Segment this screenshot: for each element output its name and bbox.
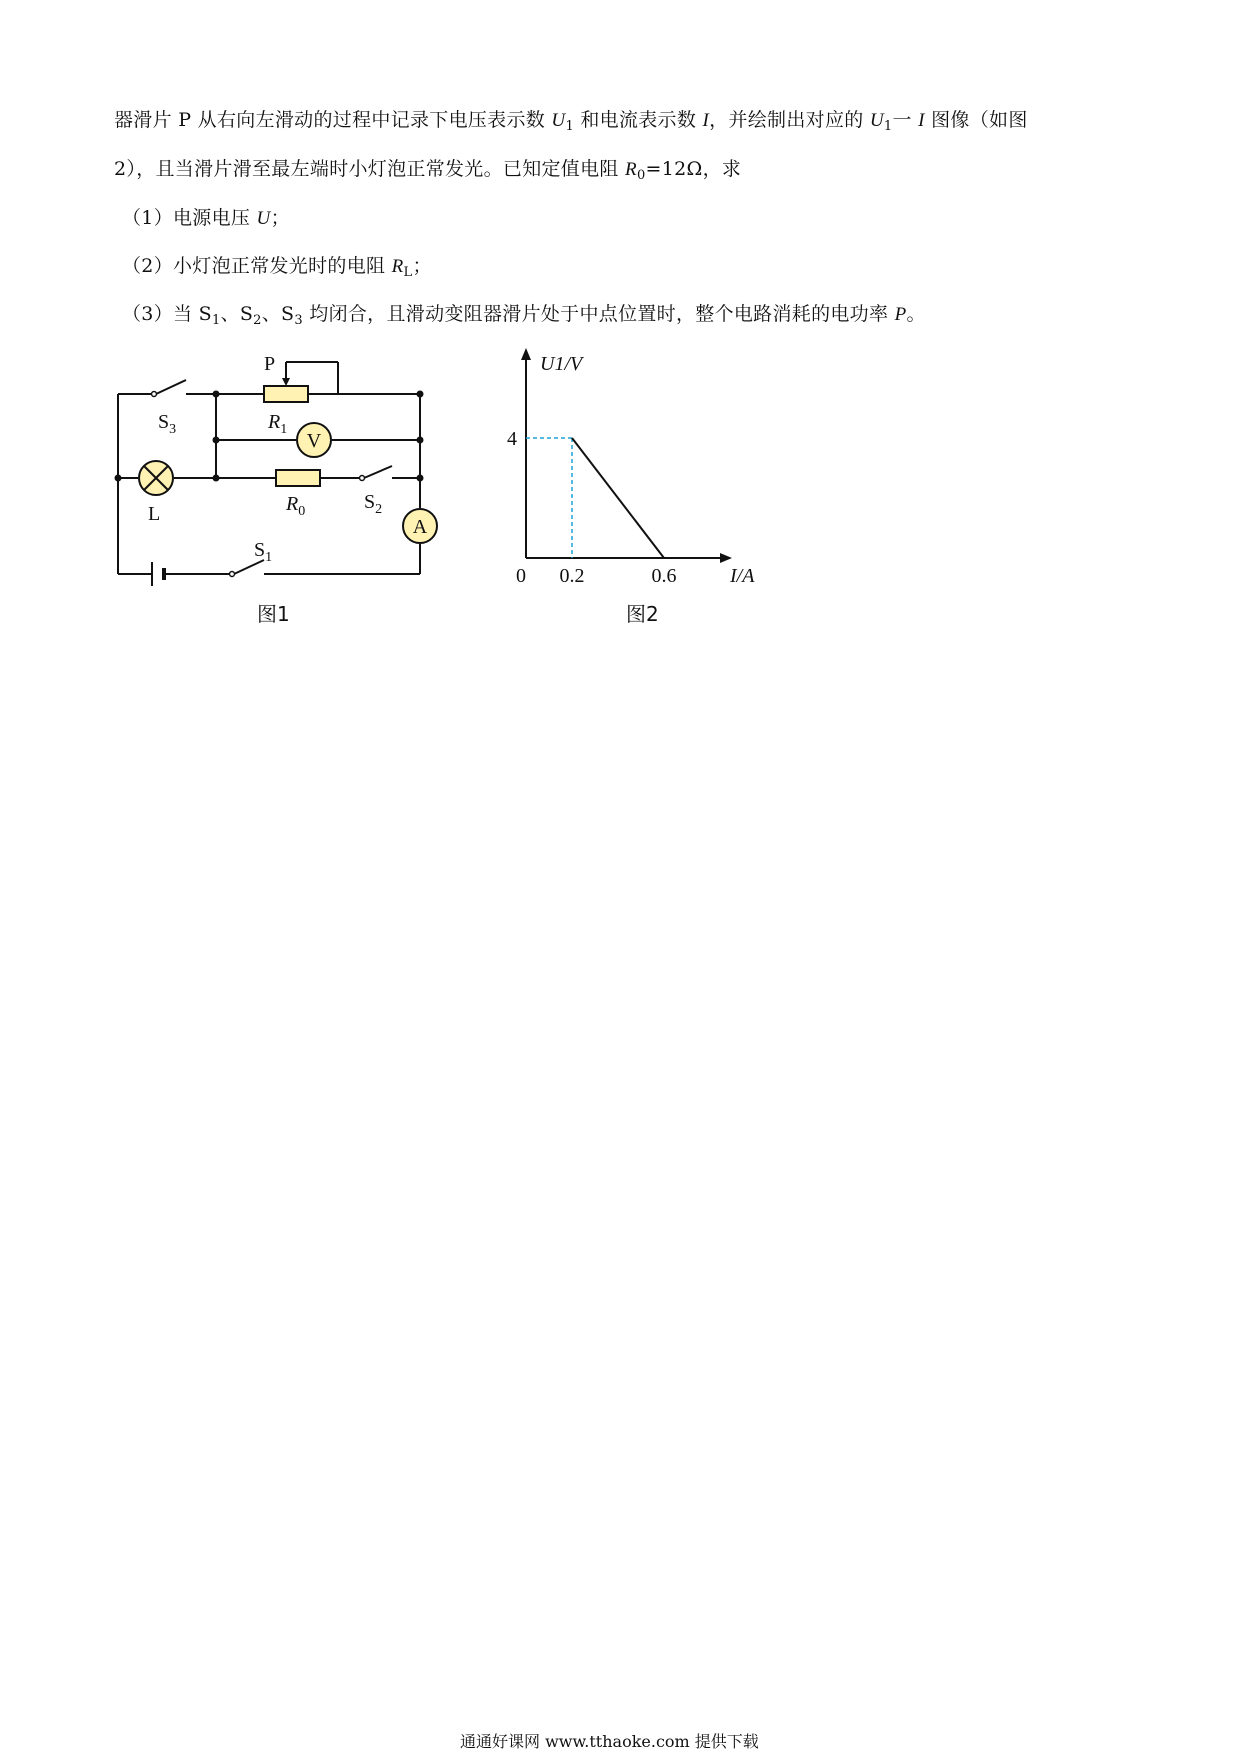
question-1: （1）电源电压 U；: [122, 207, 290, 229]
series-line-0: [572, 438, 664, 558]
lamp-icon: [139, 461, 173, 495]
label-r1: $R_1$: [268, 411, 288, 437]
x-axis-label: I/A: [730, 565, 755, 587]
figure2-caption: 图2: [626, 602, 659, 626]
label-s2: $S_2$: [364, 491, 383, 517]
resistor-r0: [276, 470, 320, 486]
data-series: [572, 438, 664, 558]
label-l: L: [148, 503, 161, 525]
figure1-caption: 图1: [257, 602, 290, 626]
label-p: P: [264, 353, 276, 375]
axis-ticks: [507, 428, 677, 587]
x-tick-label-0: 0.2: [559, 565, 585, 587]
x-tick-label-1: 0.6: [651, 565, 677, 587]
graph-axes: [526, 356, 724, 558]
y-axis-label: U1/V: [540, 353, 583, 375]
label-s1: $S_1$: [254, 539, 273, 565]
label-s3: $S_3$: [158, 411, 177, 437]
origin-label: 0: [516, 565, 526, 587]
ammeter-icon: [403, 509, 437, 543]
circuit-diagram: [108, 348, 438, 628]
label-r0: $R_0$: [286, 493, 306, 519]
battery-icon: [152, 562, 164, 586]
guide-lines: [526, 438, 572, 558]
problem-line-2: 2），且当滑片滑至最左端时小灯泡正常发光。已知定值电阻 $R_0=12\Omega$，求: [114, 158, 742, 183]
footer-watermark: 通通好课网 www.tthaoke.com 提供下载: [460, 1732, 759, 1751]
question-3: （3）当 $S_1$、$S_2$、$S_3$ 均闭合，且滑动变阻器滑片处于中点位置时，整个电路消耗的电功率 P。: [122, 303, 926, 328]
resistor-r1: [264, 386, 308, 402]
u-i-graph: [496, 348, 776, 588]
voltmeter-icon: [297, 423, 331, 457]
question-2: （2）小灯泡正常发光时的电阻 $R_L$；: [122, 255, 432, 280]
y-axis-arrow-icon: [521, 348, 531, 360]
x-axis-arrow-icon: [720, 553, 732, 563]
slider-arrow-icon: [282, 378, 290, 386]
problem-line-1: 器滑片 P 从右向左滑动的过程中记录下电压表示数 $U_1$ 和电流表示数 I，并绘制出对应的 $U_1$一 I 图像（如图: [114, 109, 1028, 134]
y-tick-label-0: 4: [507, 428, 517, 450]
svg-text:V: V: [306, 430, 322, 452]
svg-text:A: A: [412, 516, 428, 538]
